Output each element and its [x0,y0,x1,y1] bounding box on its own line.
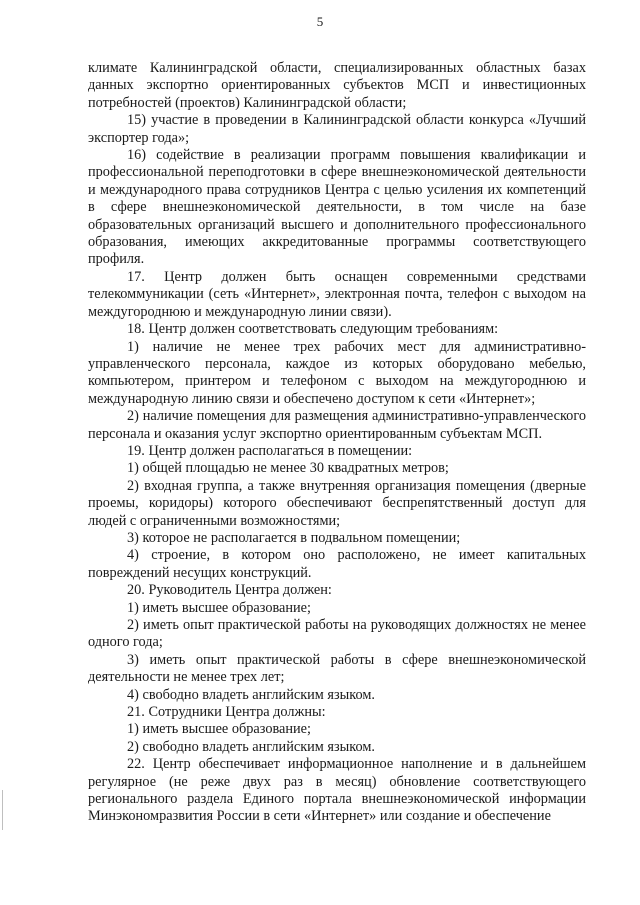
paragraph-clause-21-item-2: 2) свободно владеть английским языком. [127,738,375,755]
paragraph-clause-19: 19. Центр должен располагаться в помещении: [127,442,413,459]
paragraph-clause-19-item-2: 2) входная группа, а также внутренняя организация помещения (дверные проемы, коридоры) которого обеспечивают беспрепятственный доступ для людей с ограниченными возможностями; [88,477,586,529]
paragraph-clause-21: 21. Сотрудники Центра должны: [127,704,326,721]
paragraph-climate-continuation: климате Калининградской области, специализированных областных базах данных экспортно ориентированных субъектов МСП и инвестиционных потребностей (проектов) Калининградской области; [88,60,586,111]
paragraph-item-16: 16) содействие в реализации программ повышения квалификации и профессиональной переподготовки в сфере внешнеэкономической деятельности и международного права сотрудников Центра с целью усиления их компетенций в сфере внешнеэкономической деятельности, в том числе на базе образовательных организаций высшего и дополнительного профессионального образования, имеющих аккредитованные программы соответствующего профиля. [88,147,586,268]
paragraph-clause-20-item-3: 3) иметь опыт практической работы в сфере внешнеэкономической деятельности не менее трех лет; [88,651,586,686]
paragraph-clause-19-item-1: 1) общей площадью не менее 30 квадратных метров; [127,460,449,477]
paragraph-clause-20-item-2: 2) иметь опыт практической работы на руководящих должностях не менее одного года; [88,617,586,651]
paragraph-item-15: 15) участие в проведении в Калининградской области конкурса «Лучший экспортер года»; [88,112,586,146]
paragraph-clause-19-item-3: 3) которое не располагается в подвальном помещении; [127,529,461,546]
paragraph-clause-17: 17. Центр должен быть оснащен современными средствами телекоммуникации (сеть «Интернет», электронная почта, телефон с выходом на междугороднюю и международную линии связи). [88,268,586,320]
scan-edge-mark [2,790,3,830]
paragraph-clause-20: 20. Руководитель Центра должен: [127,582,332,599]
paragraph-clause-20-item-1: 1) иметь высшее образование; [127,599,312,616]
paragraph-clause-18-item-2: 2) наличие помещения для размещения административно-управленческого персонала и оказания услуг экспортно ориентированным субъектам МСП. [88,408,586,442]
document-body [88,60,586,826]
page-number: 5 [316,14,324,29]
paragraph-clause-22: 22. Центр обеспечивает информационное наполнение и в дальнейшем регулярное (не реже двух раз в месяц) обновление соответствующего регионального раздела Единого портала внешнеэкономической информации Минэкономразвития России в сети «Интернет» или создание и обеспечение [88,756,586,825]
paragraph-clause-18-item-1: 1) наличие не менее трех рабочих мест для административно-управленческого персонала, каждое из которых оборудовано мебелью, компьютером, принтером и телефоном с выходом на междугороднюю и международную линию связи и обеспечено доступом к сети «Интернет»; [88,338,586,407]
paragraph-clause-19-item-4: 4) строение, в котором оно расположено, не имеет капитальных повреждений несущих конструкций. [88,547,586,581]
paragraph-clause-20-item-4: 4) свободно владеть английским языком. [127,686,375,703]
paragraph-clause-18: 18. Центр должен соответствовать следующим требованиям: [127,321,499,338]
paragraph-clause-21-item-1: 1) иметь высшее образование; [127,721,312,738]
